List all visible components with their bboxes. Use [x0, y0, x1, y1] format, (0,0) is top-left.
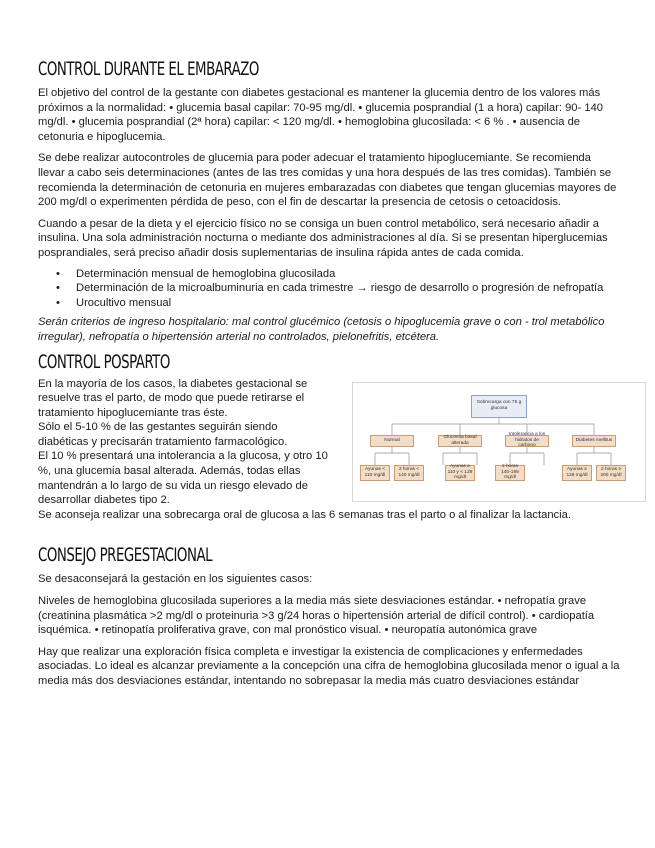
paragraph-niveles-hemoglobina: Niveles de hemoglobina glucosilada superiores a la media más siete desviaciones estándar. • nefropatía grave (creatinina plasmática >2 mg/dl o proteinuria >3 g/24 horas o hipertensión arterial de difícil control). • cardiopatía isquémica. • retinopatía proliferativa grave, con mal pronóstico visual. • neuropatía autonómica grave	[38, 595, 595, 637]
diagram-leaf: Ayunas ≥ 110 y < 126 mg/dl	[445, 465, 475, 481]
bullet-list	[38, 267, 620, 311]
diagram-node-diabetes: Diabetes mellitus	[572, 435, 616, 447]
section-title-control-embarazo: CONTROL DURANTE EL EMBARAZO	[38, 58, 259, 80]
list-item: • Determinación mensual de hemoglobina glucosilada	[56, 267, 620, 282]
diagram-leaf: Ayunas ≥ 126 mg/dl	[562, 465, 592, 481]
paragraph-autocontroles: Se debe realizar autocontroles de glucemia para poder adecuar el tratamiento hipoglucemiante. Se recomienda llevar a cabo seis determinaciones (antes de las tres comidas y una hora después de las tres comidas). También se recomienda la determinación de cetonuria en mujeres embarazadas con diabetes que tengan glucemias mayores de 200 mg/dl o experimenten pérdida de peso, con el fin de descartar la presencia de cetosis o cetoacidosis.	[38, 152, 617, 209]
glucose-test-diagram	[352, 382, 646, 502]
document-page	[38, 58, 620, 689]
paragraph-intolerancia: El 10 % presentará una intolerancia a la glucosa, y otro 10 %, una glucemia basal alterada. Además, todas ellas mantendrán a lo largo de su vida un riesgo elevado de desarrollar diabetes tipo 2.	[38, 450, 328, 507]
diagram-leaf: 2 horas ≥ 200 mg/dl	[596, 465, 626, 481]
paragraph-objetivo: El objetivo del control de la gestante con diabetes gestacional es mantener la glucemia dentro de los valores más próximos a la normalidad: • glucemia basal capilar: 70-95 mg/dl. • glucemia posprandial (1 a hora) capilar: 90- 140 mg/dl. • glucemia posprandial (2ª hora) capilar: < 120 mg/dl. • hemoglobina glucosilada: < 6 % . • ausencia de cetonuria e hipoglucemia.	[38, 87, 604, 143]
posparto-block	[38, 377, 620, 523]
diagram-leaf: Ayunas < 110 mg/dl	[360, 465, 390, 481]
diagram-root: Sobrecarga con 75 g glucosa	[471, 395, 527, 418]
paragraph-sobrecarga: Se aconseja realizar una sobrecarga oral de glucosa a las 6 semanas tras el parto o al finalizar la lactancia.	[38, 508, 571, 521]
diagram-node-normal: Normal	[370, 435, 414, 447]
diagram-node-intolerancia: Intolerancia a los hidratos de carbono	[505, 435, 549, 447]
list-item: • Urocultivo mensual	[56, 296, 620, 311]
section-title-consejo-pregestacional: CONSEJO PREGESTACIONAL	[38, 544, 213, 567]
diagram-node-glucemia-basal: Glucemia basal alterada	[438, 435, 482, 447]
paragraph-desaconsejara: Se desaconsejará la gestación en los siguientes casos:	[38, 573, 313, 586]
section-title-control-posparto: CONTROL POSPARTO	[38, 350, 170, 373]
paragraph-criterios-ingreso: Serán criterios de ingreso hospitalario: mal control glucémico (cetosis o hipoglucemia grave o con - trol metabólico irregular), nefropatía o hipertensión arterial no controlados, pielonefritis, etcétera.	[38, 316, 605, 343]
paragraph-porcentaje: Sólo el 5-10 % de las gestantes seguirán siendo diabéticas y precisarán tratamiento farmacológico.	[38, 421, 288, 448]
paragraph-exploracion: Hay que realizar una exploración física completa e investigar la existencia de complicaciones y enfermedades asociadas. Lo ideal es alcanzar previamente a la concepción una cifra de hemoglobina glucosilada menor o igual a la media más dos desviaciones estándar, intentando no sobrepasar la media más cuatro desviaciones estándar	[38, 645, 620, 687]
paragraph-insulina: Cuando a pesar de la dieta y el ejercicio físico no se consiga un buen control metabólico, será necesario añadir a insulina. Una sola administración nocturna o mediante dos administraciones al día. Si se presentan hiperglucemias posprandiales, será preciso añadir dosis suplementarias de insulina rápida antes de cada comida.	[38, 217, 608, 259]
diagram-leaf: 2 horas < 140 mg/dl	[394, 465, 424, 481]
list-item: • Determinación de la microalbuminuria en cada trimestre → riesgo de desarrollo o progresión de nefropatía	[56, 281, 620, 296]
paragraph-resuelve: En la mayoría de los casos, la diabetes gestacional se resuelve tras el parto, de modo que puede retirarse el tratamiento hipoglucemiante tras éste.	[38, 377, 308, 419]
diagram-leaf: 2 horas 140-199 mg/dl	[495, 465, 525, 481]
